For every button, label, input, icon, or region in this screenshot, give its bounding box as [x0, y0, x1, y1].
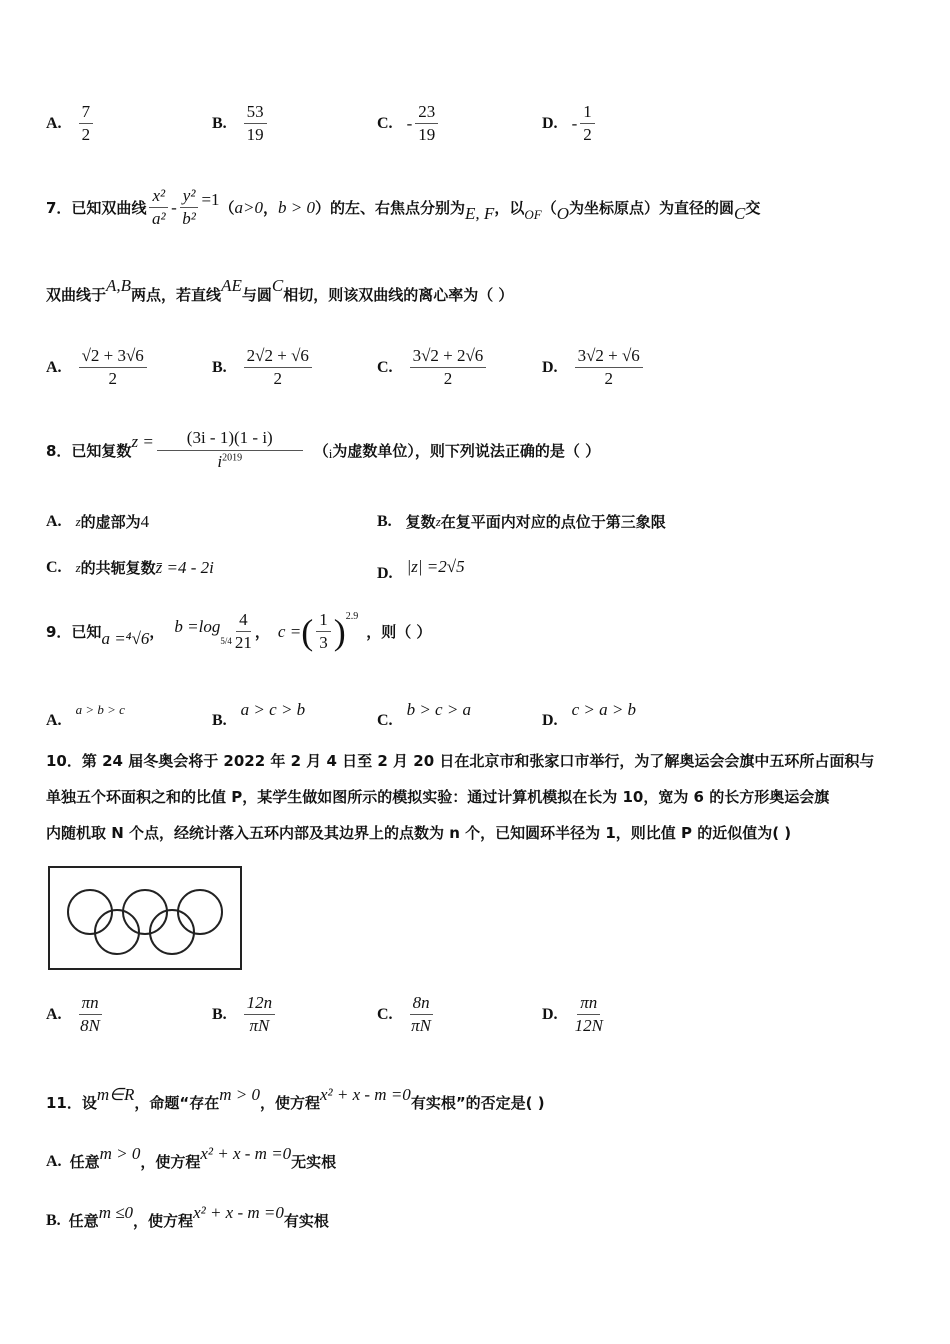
denominator: 19	[418, 125, 436, 144]
numerator: 2√2 + √6	[244, 346, 312, 368]
denominator: 2	[273, 369, 283, 388]
equation-rhs: =1	[201, 189, 220, 209]
denominator: b²	[182, 209, 196, 228]
fraction	[575, 993, 603, 1036]
q11-option-b[interactable]	[46, 1194, 329, 1231]
q10-line-3: 内随机取 N 个点，经统计落入五环内部及其边界上的点数为 n 个，已知圆环半径为 1，则比值 P 的近似值为( )	[46, 824, 792, 842]
option-label: D.	[542, 358, 558, 376]
math: 4	[140, 511, 150, 531]
denominator: 2	[604, 369, 613, 388]
option-label: C.	[377, 114, 393, 132]
math: |z| =2√5	[406, 557, 465, 576]
exponent: 2.9	[345, 611, 359, 622]
text: 相切，则该双曲线的离心率为（ ）	[283, 286, 514, 304]
option-label: B.	[46, 1211, 61, 1229]
text: 两点，若直线	[131, 286, 222, 304]
q7-option-b[interactable]	[212, 346, 315, 389]
text: 7．已知双曲线	[46, 199, 147, 217]
fraction	[79, 993, 102, 1036]
text: 有实根”的否定是( )	[410, 1094, 545, 1112]
numerator: 53	[244, 102, 267, 124]
text: ，使方程	[259, 1094, 320, 1112]
text: 的共轭复数	[80, 559, 156, 577]
text: 交	[745, 199, 761, 217]
q10-line-2: 单独五个环面积之和的比值 P，某学生做如图所示的模拟实验：通过计算机模拟在长为 10，宽为 6 的长方形奥运会旗	[46, 788, 830, 806]
text: 11．设	[46, 1094, 97, 1112]
text: 为虚数单位），则下列说法正确的是（ ）	[332, 441, 601, 460]
math: x² + x - m =0	[200, 1143, 292, 1163]
math: x² + x - m =0	[319, 1084, 411, 1104]
fraction	[580, 102, 595, 145]
numerator: 8n	[410, 993, 433, 1015]
q10-option-a[interactable]	[46, 993, 105, 1036]
math: i	[328, 446, 333, 461]
q10-line-1: 10．第 24 届冬奥会将于 2022 年 2 月 4 日至 2 月 20 日在北京市和张家口市举行，为了解奥运会会旗中五环所占面积与	[46, 752, 875, 770]
numerator: 3√2 + 2√6	[410, 346, 487, 368]
fraction	[79, 102, 94, 145]
text: ，	[263, 199, 279, 217]
numerator: πn	[577, 993, 600, 1015]
fraction	[410, 346, 487, 389]
text: （	[541, 199, 557, 217]
numerator: 4	[236, 610, 251, 632]
q7-option-a[interactable]	[46, 346, 150, 389]
log-base: 5/4	[220, 635, 232, 646]
denominator: 2	[583, 125, 592, 144]
math: b > c > a	[406, 700, 472, 719]
q10-option-d[interactable]	[542, 993, 606, 1036]
text: ，	[149, 623, 165, 641]
q9-option-a[interactable]	[46, 690, 125, 730]
option-label: C.	[46, 558, 62, 576]
option-label: B.	[212, 1005, 227, 1023]
q6-option-c[interactable]	[377, 102, 441, 145]
olympic-rings-icon	[50, 868, 240, 968]
math: b > 0	[278, 197, 316, 217]
q6-option-b[interactable]	[212, 102, 270, 145]
q7-option-d[interactable]	[542, 346, 646, 389]
math: a =⁴√6	[101, 628, 150, 648]
math: C	[734, 203, 746, 223]
denominator: 2	[81, 125, 91, 144]
math: E, F	[465, 203, 495, 223]
q11-stem	[46, 1076, 545, 1113]
text: ，使方程	[140, 1153, 201, 1171]
fraction	[235, 610, 252, 653]
math: x² + x - m =0	[193, 1202, 284, 1222]
q6-option-a[interactable]	[46, 102, 96, 145]
fraction	[244, 102, 267, 145]
math: b =log	[174, 616, 221, 636]
option-label: C.	[377, 712, 393, 729]
numerator: 1	[316, 610, 331, 632]
text: 任意	[69, 1153, 100, 1171]
q9-stem: 9．已知 a =⁴√6 ， b =log 5/4 $\frac{4}{21}$ ， c = ( $\frac{1}{3}$ ) 2.9 ，则（ ）	[46, 610, 432, 652]
fraction	[575, 346, 643, 389]
numerator: x²	[149, 186, 168, 208]
math: AE	[221, 275, 242, 295]
text: ，命题“存在	[134, 1094, 220, 1112]
option-label: B.	[212, 114, 227, 132]
option-label: D.	[542, 1005, 558, 1023]
math: m > 0	[99, 1143, 141, 1163]
numerator: 1	[580, 102, 595, 124]
numerator: (3i - 1)(1 - i)	[157, 428, 303, 451]
text: 8．已知复数	[46, 441, 132, 460]
text: 双曲线于	[46, 286, 107, 304]
option-label: D.	[542, 114, 558, 132]
numerator: 7	[79, 102, 94, 124]
fraction	[244, 993, 276, 1036]
fraction	[244, 346, 312, 389]
q9-option-c[interactable]	[377, 690, 471, 730]
q8-option-d[interactable]	[377, 551, 465, 583]
math: a>0	[234, 197, 264, 217]
q9-option-b[interactable]	[212, 690, 305, 730]
option-label: C.	[377, 1005, 393, 1023]
numerator: 12n	[244, 993, 276, 1015]
denominator: a²	[151, 209, 166, 228]
text: ，	[254, 623, 270, 641]
text: ，以	[494, 199, 525, 217]
q7-line-1	[46, 186, 760, 229]
denominator: 21	[234, 633, 252, 652]
numerator: 3√2 + √6	[575, 346, 643, 368]
denominator: πN	[249, 1016, 270, 1035]
text: 复数	[405, 513, 436, 531]
option-label: D.	[542, 712, 558, 729]
q9-option-d[interactable]	[542, 690, 636, 730]
q8-option-c[interactable]	[46, 557, 214, 578]
fraction	[79, 346, 147, 389]
option-label: D.	[377, 565, 393, 582]
text: 为坐标原点）为直径的圆	[568, 199, 734, 217]
exponent: 2019	[222, 452, 243, 464]
option-label: A.	[46, 712, 62, 729]
q8-option-a[interactable]	[46, 511, 149, 532]
option-label: C.	[377, 358, 393, 376]
denominator: i	[217, 452, 223, 471]
fraction	[415, 102, 438, 145]
numerator: 23	[415, 102, 438, 124]
math: a > c > b	[240, 700, 306, 719]
text: 9．已知	[46, 623, 102, 641]
numerator: y²	[180, 186, 199, 208]
sign: -	[406, 113, 413, 133]
math: z =	[131, 432, 154, 451]
q8-option-b[interactable]	[377, 511, 666, 532]
text: 与圆	[241, 286, 272, 304]
math: z	[75, 559, 81, 575]
math: m > 0	[219, 1084, 260, 1104]
math: A,B	[106, 275, 132, 295]
option-label: B.	[212, 712, 227, 729]
text: ，使方程	[133, 1212, 194, 1230]
denominator: 8N	[80, 1016, 100, 1035]
math: z	[435, 513, 441, 529]
math: z̄ =4 - 2i	[155, 557, 214, 577]
q11-option-a[interactable]	[46, 1135, 336, 1172]
olympic-rings-figure	[48, 866, 242, 970]
option-label: A.	[46, 512, 62, 530]
fraction	[157, 428, 303, 472]
q6-option-d[interactable]	[542, 102, 598, 145]
text: 的虚部为	[80, 513, 141, 531]
denominator: 2	[108, 369, 117, 388]
math: z	[75, 513, 81, 529]
text: 无实根	[291, 1153, 337, 1171]
denominator: 19	[246, 125, 264, 144]
math: a > b > c	[75, 702, 125, 717]
math: O	[556, 203, 569, 223]
q7-option-c[interactable]	[377, 346, 489, 389]
text: （	[313, 441, 329, 460]
sign: -	[571, 113, 578, 133]
math: OF	[524, 206, 542, 222]
denominator: 12N	[574, 1016, 603, 1035]
math: C	[271, 275, 284, 295]
numerator: √2 + 3√6	[79, 346, 147, 368]
fraction	[316, 610, 331, 653]
fraction-y2-b2	[180, 186, 199, 229]
q10-option-c[interactable]	[377, 993, 436, 1036]
math: m∈R	[96, 1084, 135, 1104]
minus: -	[171, 197, 177, 217]
math: c > a > b	[571, 700, 637, 719]
q8-stem	[46, 428, 600, 472]
denominator: 3	[319, 633, 328, 652]
option-label: B.	[212, 358, 227, 376]
option-label: B.	[377, 512, 392, 530]
text: 有实根	[283, 1212, 329, 1230]
denominator: πN	[411, 1016, 431, 1035]
q10-option-b[interactable]	[212, 993, 278, 1036]
text: 在复平面内对应的点位于第三象限	[440, 513, 666, 531]
text: （	[219, 199, 235, 217]
option-label: A.	[46, 358, 62, 376]
text: ，则（ ）	[366, 623, 432, 641]
numerator: πn	[79, 993, 102, 1015]
math: m ≤0	[98, 1202, 134, 1222]
q7-line-2	[46, 275, 514, 305]
math: c =	[277, 621, 302, 641]
denominator: 2	[443, 369, 453, 388]
text: ）的左、右焦点分别为	[315, 199, 466, 217]
option-label: A.	[46, 114, 62, 132]
fraction-x2-a2	[149, 186, 168, 229]
option-label: A.	[46, 1152, 62, 1170]
fraction	[410, 993, 433, 1036]
text: 任意	[68, 1212, 99, 1230]
option-label: A.	[46, 1005, 62, 1023]
